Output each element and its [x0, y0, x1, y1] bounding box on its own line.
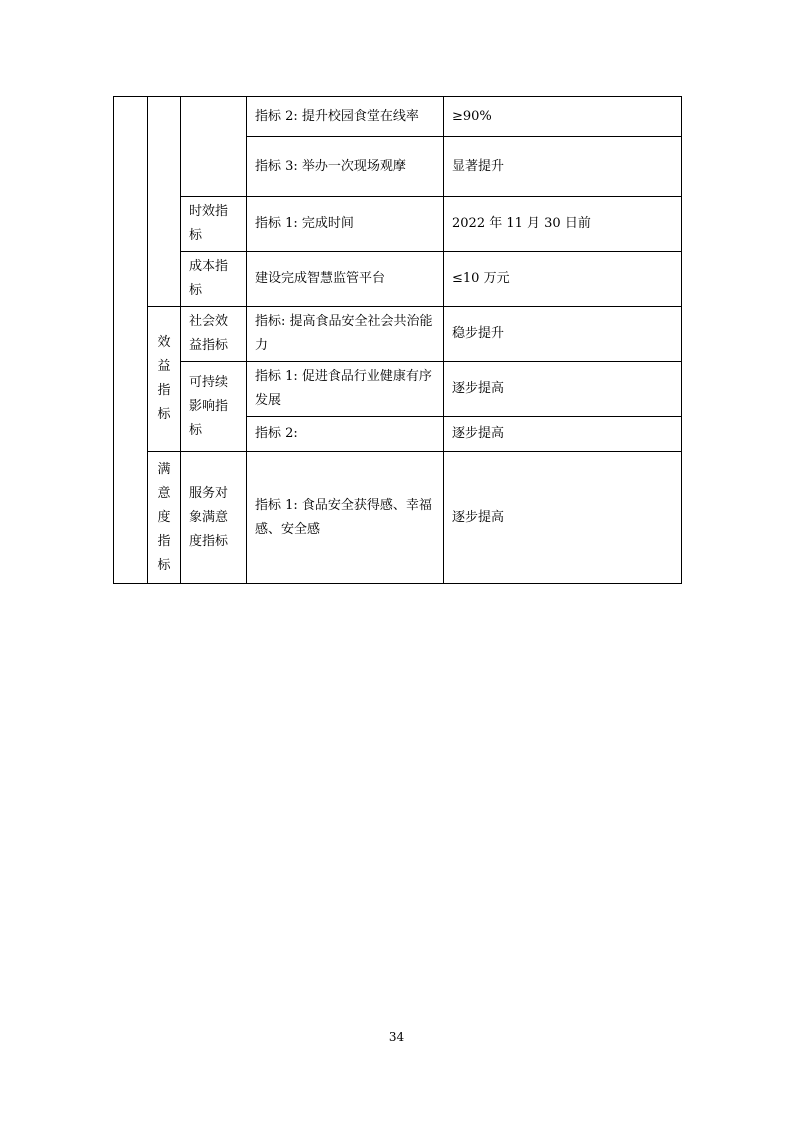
table-row: [114, 97, 682, 137]
value-cell: 显著提升: [444, 137, 682, 197]
performance-indicator-table: [113, 96, 682, 584]
sub-category-cell: 可持续影响指标: [181, 362, 247, 452]
table-row: [114, 362, 682, 417]
indicator-cell: 指标 2:: [247, 417, 444, 452]
value-cell: 逐步提高: [444, 417, 682, 452]
indicator-cell: 指标: 提高食品安全社会共治能力: [247, 307, 444, 362]
sub-category-cell: 社会效益指标: [181, 307, 247, 362]
indicator-cell: 指标 1: 促进食品行业健康有序发展: [247, 362, 444, 417]
value-cell: 2022 年 11 月 30 日前: [444, 197, 682, 252]
value-cell: ≤10 万元: [444, 252, 682, 307]
table-row: [114, 252, 682, 307]
indicator-cell: 指标 2: 提升校园食堂在线率: [247, 97, 444, 137]
value-cell: ≥90%: [444, 97, 682, 137]
category-char: 满: [157, 461, 171, 477]
category-char: 指: [157, 383, 171, 398]
category-char: 效: [157, 335, 171, 350]
table-row: [114, 197, 682, 252]
benefit-indicator-category: [148, 307, 181, 452]
category-char: 度: [157, 509, 171, 525]
category-char: 益: [157, 359, 171, 374]
sub-category-cell: 成本指标: [181, 252, 247, 307]
table-row: [114, 452, 682, 584]
indicator-cell: 指标 1: 完成时间: [247, 197, 444, 252]
sub-category-cell: 服务对象满意度指标: [181, 452, 247, 584]
blank-level2-cell: [181, 97, 247, 197]
indicator-cell: 指标 1: 食品安全获得感、幸福感、安全感: [247, 452, 444, 584]
blank-level1-cell: [148, 97, 181, 307]
value-cell: 稳步提升: [444, 307, 682, 362]
sub-category-cell: 时效指标: [181, 197, 247, 252]
category-char: 标: [157, 407, 171, 422]
value-cell: 逐步提高: [444, 452, 682, 584]
category-char: 意: [157, 485, 171, 501]
satisfaction-indicator-category: [148, 452, 181, 584]
value-cell: 逐步提高: [444, 362, 682, 417]
category-char: 标: [157, 557, 171, 573]
indicator-cell: 建设完成智慧监管平台: [247, 252, 444, 307]
table-row: [114, 307, 682, 362]
category-char: 指: [157, 533, 171, 549]
indicator-cell: 指标 3: 举办一次现场观摩: [247, 137, 444, 197]
blank-first-column-cell: [114, 97, 148, 584]
page-number: 34: [388, 1030, 405, 1044]
